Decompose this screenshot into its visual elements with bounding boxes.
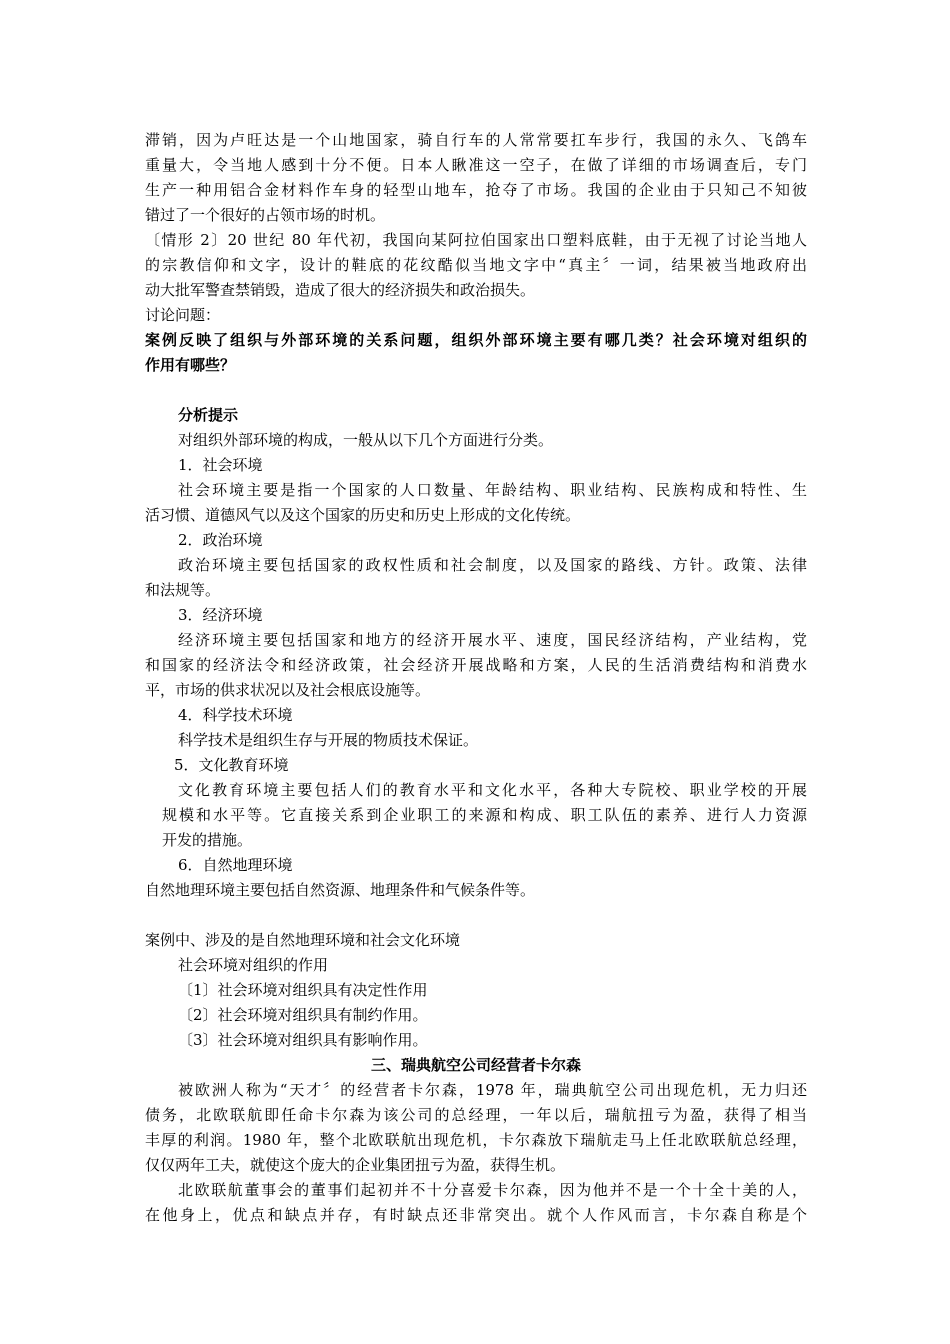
effects-heading: 社会环境对组织的作用	[178, 956, 329, 974]
paragraph-line: 开发的措施。	[162, 831, 253, 849]
hint-heading: 分析提示	[178, 406, 239, 424]
discussion-question: 作用有哪些？	[145, 356, 236, 374]
paragraph-line: 文化教育环境主要包括人们的教育水平和文化水平，各种大专院校、职业学校的开展	[178, 781, 807, 799]
section-heading: 2．政治环境	[178, 531, 263, 549]
effect-item: 〔2〕社会环境对组织具有制约作用。	[178, 1006, 428, 1024]
section-heading: 3．经济环境	[178, 606, 263, 624]
paragraph-line: 北欧联航董事会的董事们起初并不十分喜爱卡尔森，因为他并不是一个十全十美的人，	[178, 1181, 807, 1199]
effect-item: 〔3〕社会环境对组织具有影响作用。	[178, 1031, 428, 1049]
paragraph-line: 自然地理环境主要包括自然资源、地理条件和气候条件等。	[145, 881, 536, 899]
discussion-question: 案例反映了组织与外部环境的关系问题，组织外部环境主要有哪几类？社会环境对组织的	[145, 331, 807, 349]
paragraph-line: 平，市场的供求状况以及社会根底设施等。	[145, 681, 431, 699]
paragraph-line: 科学技术是组织生存与开展的物质技术保证。	[178, 731, 479, 749]
case-note: 案例中、涉及的是自然地理环境和社会文化环境	[145, 931, 461, 949]
paragraph-line: 活习惯、道德风气以及这个国家的历史和历史上形成的文化传统。	[145, 506, 581, 524]
paragraph-line: 错过了一个很好的占领市场的时机。	[145, 206, 386, 224]
paragraph-line: 社会环境主要是指一个国家的人口数量、年龄结构、职业结构、民族构成和特性、生	[178, 481, 807, 499]
paragraph-line: 仅仅两年工夫，就使这个庞大的企业集团扭亏为盈，获得生机。	[145, 1156, 566, 1174]
paragraph-line: 的宗教信仰和文字，设计的鞋底的花纹酷似当地文字中“真主〞一词，结果被当地政府出	[145, 256, 807, 274]
effect-item: 〔1〕社会环境对组织具有决定性作用	[178, 981, 428, 999]
paragraph-line: 生产一种用铝合金材料作车身的轻型山地车，抢夺了市场。我国的企业由于只知己不知彼	[145, 181, 807, 199]
paragraph-line: 动大批军警查禁销毁，造成了很大的经济损失和政治损失。	[145, 281, 536, 299]
paragraph-line: 被欧洲人称为“天才〞的经营者卡尔森，1978 年，瑞典航空公司出现危机，无力归还	[178, 1081, 807, 1099]
section-heading: 5．文化教育环境	[174, 756, 289, 774]
discussion-label: 讨论问题：	[145, 306, 221, 324]
paragraph-line: 规模和水平等。它直接关系到企业职工的来源和构成、职工队伍的素养、进行人力资源	[162, 806, 807, 824]
paragraph-line: 政治环境主要包括国家的政权性质和社会制度，以及国家的路线、方针。政策、法律	[178, 556, 807, 574]
section-title: 三、瑞典航空公司经营者卡尔森	[370, 1056, 581, 1074]
paragraph-line: 〔情形 2〕20 世纪 80 年代初，我国向某阿拉伯国家出口塑料底鞋，由于无视了讨论当地人	[145, 231, 807, 249]
section-heading: 1．社会环境	[178, 456, 263, 474]
hint-intro: 对组织外部环境的构成，一般从以下几个方面进行分类。	[178, 431, 554, 449]
paragraph-line: 滞销，因为卢旺达是一个山地国家，骑自行车的人常常要扛车步行，我国的永久、飞鸽车	[145, 131, 807, 149]
section-heading: 6．自然地理环境	[178, 856, 293, 874]
paragraph-line: 债务，北欧联航即任命卡尔森为该公司的总经理，一年以后，瑞航扭亏为盈，获得了相当	[145, 1106, 807, 1124]
paragraph-line: 丰厚的利润。1980 年，整个北欧联航出现危机，卡尔森放下瑞航走马上任北欧联航总经理，	[145, 1131, 807, 1149]
section-heading: 4．科学技术环境	[178, 706, 293, 724]
paragraph-line: 和法规等。	[145, 581, 221, 599]
paragraph-line: 经济环境主要包括国家和地方的经济开展水平、速度，国民经济结构，产业结构，党	[178, 631, 807, 649]
paragraph-line: 和国家的经济法令和经济政策，社会经济开展战略和方案，人民的生活消费结构和消费水	[145, 656, 807, 674]
paragraph-line: 在他身上，优点和缺点并存，有时缺点还非常突出。就个人作风而言，卡尔森自称是个	[145, 1206, 807, 1224]
paragraph-line: 重量大，令当地人感到十分不便。日本人瞅准这一空子，在做了详细的市场调查后，专门	[145, 156, 807, 174]
